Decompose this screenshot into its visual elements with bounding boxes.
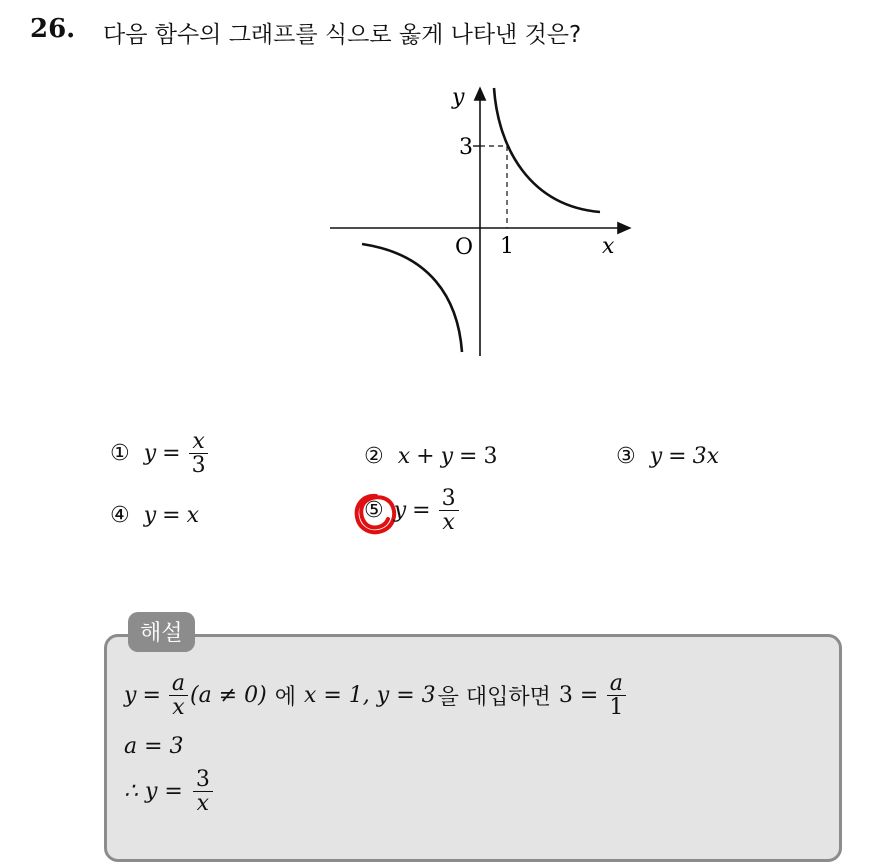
choice-rhs: x (186, 503, 200, 528)
sol-condition: (a ≠ 0) (190, 683, 267, 709)
fraction-denominator: x (196, 791, 210, 817)
function-graph (320, 78, 650, 368)
solution-line-2: a = 3 (124, 734, 184, 759)
sol-rhs-lhs: 3 = (558, 683, 599, 709)
solution-line-3 (124, 768, 215, 815)
fraction-numerator: a (169, 672, 188, 696)
sol-therefore: ∴ y = (124, 779, 183, 805)
choice-term-b: y (440, 444, 454, 469)
choice-eq: = (162, 503, 181, 528)
choice-eq: = (412, 498, 431, 524)
fraction-numerator: 3 (193, 768, 213, 792)
choice-5[interactable] (364, 487, 461, 534)
sol-substitution: x = 1, y = 3 (303, 683, 436, 709)
choice-marker: ⑤ (364, 498, 384, 524)
sol-rhs-fraction (606, 672, 626, 719)
fraction-denominator: 3 (191, 453, 206, 479)
sol-word-e: 에 (274, 685, 296, 711)
choice-3[interactable] (616, 444, 719, 469)
fraction-numerator: x (189, 430, 207, 454)
question-text: 다음 함수의 그래프를 식으로 옳게 나타낸 것은? (103, 22, 582, 48)
choice-lhs: y (393, 498, 407, 524)
choice-lhs: y (649, 444, 663, 469)
y-tick-label: 3 (459, 135, 473, 160)
choice-marker: ② (364, 444, 384, 469)
choice-rhs: 3x (692, 444, 720, 469)
choice-eq: = (668, 444, 687, 469)
x-tick-label: 1 (500, 234, 514, 259)
choice-1[interactable] (110, 430, 211, 477)
choice-marker: ① (110, 441, 130, 467)
fraction-denominator: x (442, 510, 455, 536)
choice-lhs: y (143, 441, 157, 467)
fraction-numerator: 3 (439, 487, 459, 511)
choice-fraction (189, 430, 209, 477)
sol-eq: = (142, 683, 161, 709)
solution-box (104, 634, 842, 862)
choice-rhs: 3 (483, 444, 498, 469)
sol-fraction (193, 768, 213, 815)
fraction-denominator: 1 (609, 695, 624, 721)
choice-fraction (439, 487, 459, 534)
hyperbola-branch-q1 (494, 88, 600, 212)
choice-plus: + (416, 444, 435, 469)
choice-2[interactable] (364, 444, 497, 469)
y-axis-label: y (452, 85, 465, 110)
choice-marker: ③ (616, 444, 636, 469)
choice-lhs: y (143, 503, 157, 528)
choice-eq: = (162, 441, 181, 467)
x-axis-label: x (602, 234, 615, 259)
fraction-denominator: x (172, 695, 185, 721)
sol-lhs: y (124, 683, 137, 709)
question-number: 26. (30, 14, 76, 44)
choice-marker: ④ (110, 503, 130, 528)
sol-fraction (169, 672, 188, 719)
origin-label: O (455, 235, 474, 260)
sol-word-substitute: 을 대입하면 (437, 685, 551, 711)
choice-term-a: x (397, 444, 411, 469)
choice-4[interactable] (110, 503, 199, 528)
hyperbola-branch-q3 (362, 244, 462, 352)
choice-eq: = (459, 444, 478, 469)
fraction-numerator: a (607, 672, 626, 696)
solution-line-1 (124, 672, 628, 719)
solution-tag: 해설 (128, 612, 195, 652)
